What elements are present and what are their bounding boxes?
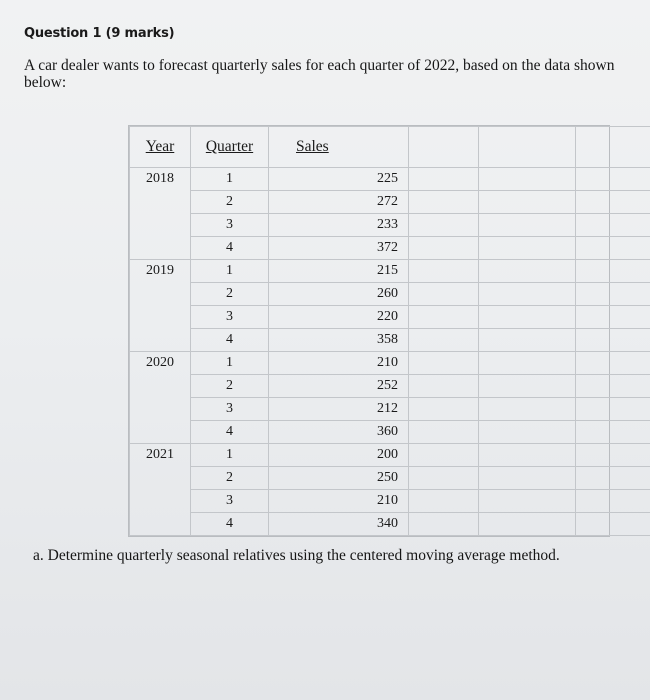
quarter-cell: 4 [191, 329, 269, 352]
sales-cell: 260 [269, 283, 409, 306]
quarter-cell: 3 [191, 306, 269, 329]
quarter-cell: 3 [191, 490, 269, 513]
empty-cell [479, 214, 576, 237]
quarter-cell: 1 [191, 352, 269, 375]
empty-cell [479, 398, 576, 421]
quarter-cell: 1 [191, 260, 269, 283]
quarter-cell: 4 [191, 421, 269, 444]
empty-cell [479, 306, 576, 329]
quarter-cell: 2 [191, 283, 269, 306]
table-row [130, 490, 650, 513]
table-row [130, 398, 650, 421]
empty-cell [409, 352, 479, 375]
year-cell: 2020 [130, 352, 191, 444]
empty-cell [479, 444, 576, 467]
column-header-sales: Sales [269, 127, 409, 168]
table-row [130, 237, 650, 260]
empty-cell [576, 168, 650, 191]
empty-cell [409, 237, 479, 260]
empty-cell [409, 283, 479, 306]
empty-cell [409, 329, 479, 352]
empty-cell [576, 398, 650, 421]
column-header-blank [576, 127, 650, 168]
empty-cell [576, 490, 650, 513]
empty-cell [409, 421, 479, 444]
empty-cell [479, 375, 576, 398]
table-row [130, 168, 650, 191]
table-row [130, 421, 650, 444]
quarter-cell: 1 [191, 444, 269, 467]
sales-cell: 215 [269, 260, 409, 283]
quarter-cell: 3 [191, 398, 269, 421]
empty-cell [576, 191, 650, 214]
empty-cell [479, 168, 576, 191]
empty-cell [576, 237, 650, 260]
sales-cell: 200 [269, 444, 409, 467]
quarter-cell: 2 [191, 191, 269, 214]
table-row [130, 375, 650, 398]
question-heading: Question 1 (9 marks) [24, 26, 175, 41]
table-row [130, 306, 650, 329]
sales-cell: 252 [269, 375, 409, 398]
sales-cell: 358 [269, 329, 409, 352]
empty-cell [479, 352, 576, 375]
year-cell: 2018 [130, 168, 191, 260]
sales-cell: 220 [269, 306, 409, 329]
empty-cell [576, 352, 650, 375]
empty-cell [576, 283, 650, 306]
empty-cell [409, 306, 479, 329]
sales-cell: 210 [269, 490, 409, 513]
table-row [130, 329, 650, 352]
empty-cell [479, 191, 576, 214]
empty-cell [479, 237, 576, 260]
empty-cell [576, 329, 650, 352]
sales-table [129, 126, 650, 536]
empty-cell [479, 467, 576, 490]
empty-cell [576, 260, 650, 283]
empty-cell [409, 191, 479, 214]
table-row [130, 260, 650, 283]
empty-cell [409, 260, 479, 283]
sales-cell: 360 [269, 421, 409, 444]
empty-cell [479, 329, 576, 352]
sales-cell: 340 [269, 513, 409, 536]
table-row [130, 352, 650, 375]
table-row [130, 191, 650, 214]
year-cell: 2019 [130, 260, 191, 352]
table-row [130, 214, 650, 237]
empty-cell [409, 168, 479, 191]
sales-cell: 210 [269, 352, 409, 375]
empty-cell [576, 214, 650, 237]
table-row [130, 513, 650, 536]
empty-cell [409, 444, 479, 467]
empty-cell [409, 467, 479, 490]
year-cell: 2021 [130, 444, 191, 536]
sales-cell: 233 [269, 214, 409, 237]
empty-cell [576, 306, 650, 329]
column-header-year: Year [130, 127, 191, 168]
question-intro: A car dealer wants to forecast quarterly sales for each quarter of 2022, based on the data shown below: [24, 57, 615, 91]
table-row [130, 444, 650, 467]
sales-cell: 225 [269, 168, 409, 191]
sales-table-frame [128, 125, 610, 537]
empty-cell [479, 513, 576, 536]
quarter-cell: 1 [191, 168, 269, 191]
table-body [130, 168, 650, 536]
empty-cell [479, 260, 576, 283]
empty-cell [576, 421, 650, 444]
sales-cell: 372 [269, 237, 409, 260]
empty-cell [576, 467, 650, 490]
table-row [130, 283, 650, 306]
quarter-cell: 3 [191, 214, 269, 237]
empty-cell [576, 444, 650, 467]
empty-cell [479, 490, 576, 513]
sales-cell: 272 [269, 191, 409, 214]
empty-cell [409, 490, 479, 513]
column-header-blank [479, 127, 576, 168]
empty-cell [576, 513, 650, 536]
empty-cell [409, 214, 479, 237]
quarter-cell: 4 [191, 513, 269, 536]
empty-cell [409, 375, 479, 398]
table-row [130, 467, 650, 490]
column-header-quarter: Quarter [191, 127, 269, 168]
column-header-blank [409, 127, 479, 168]
empty-cell [409, 513, 479, 536]
quarter-cell: 2 [191, 467, 269, 490]
table-header-row [130, 127, 650, 168]
empty-cell [479, 421, 576, 444]
quarter-cell: 4 [191, 237, 269, 260]
sales-cell: 212 [269, 398, 409, 421]
question-part-a: a. Determine quarterly seasonal relatives using the centered moving average method. [33, 547, 560, 564]
empty-cell [576, 375, 650, 398]
quarter-cell: 2 [191, 375, 269, 398]
empty-cell [479, 283, 576, 306]
sales-cell: 250 [269, 467, 409, 490]
empty-cell [409, 398, 479, 421]
